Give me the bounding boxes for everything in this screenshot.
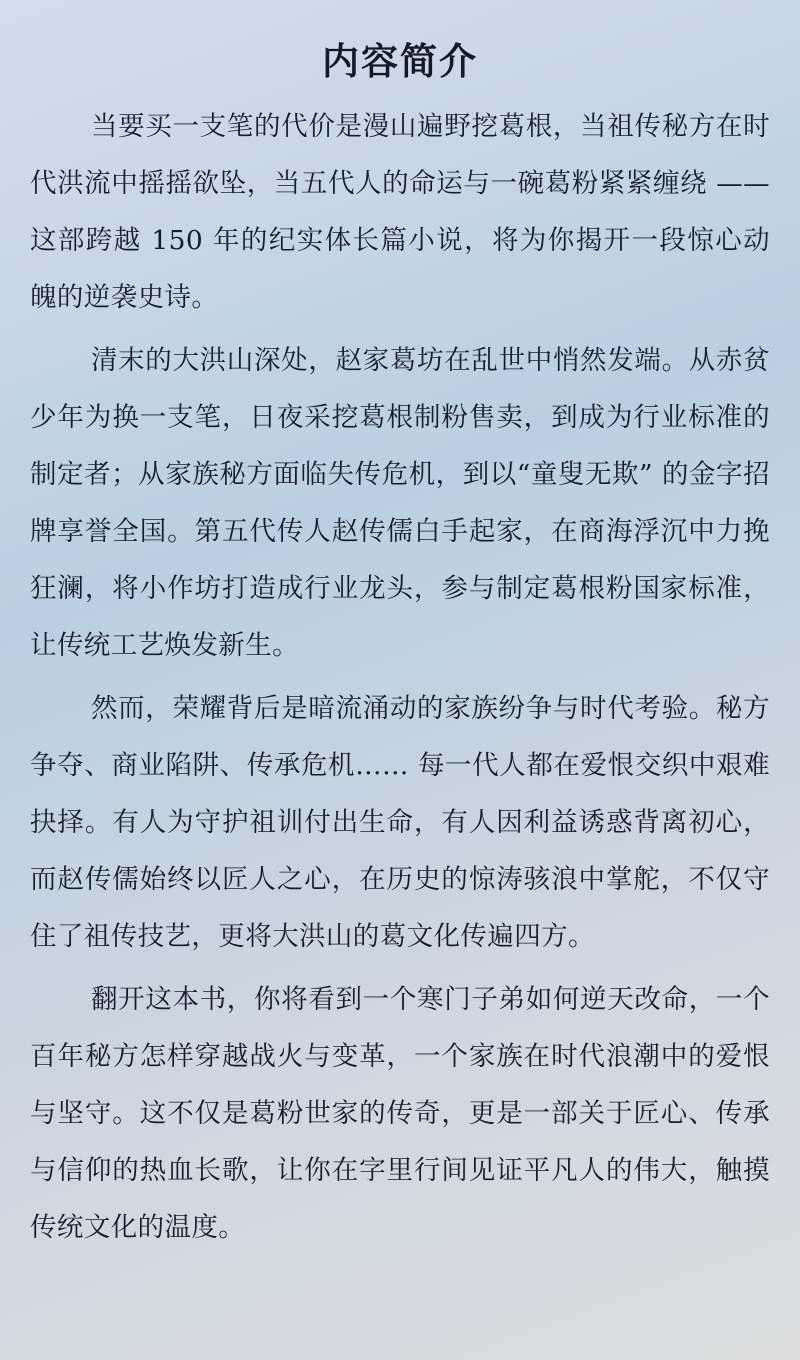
paragraph-2: 清末的大洪山深处，赵家葛坊在乱世中悄然发端。从赤贫少年为换一支笔，日夜采挖葛根制粉售卖，到成为行业标准的制定者；从家族秘方面临失传危机，到以“童叟无欺” 的金字招牌享誉全国。第五代传人赵传儒白手起家，在商海浮沉中力挽狂澜，将小作坊打造成行业龙头，参与制定葛根粉国家标准，让传统工艺焕发新生。 — [30, 345, 770, 662]
page-title: 内容简介 — [322, 39, 478, 83]
paragraph-4: 翻开这本书，你将看到一个寒门子弟如何逆天改命，一个百年秘方怎样穿越战火与变革，一个家族在时代浪潮中的爱恨与坚守。这不仅是葛粉世家的传奇，更是一部关于匠心、传承与信仰的热血长歌，让你在字里行间见证平凡人的伟大，触摸传统文化的温度。 — [30, 984, 770, 1244]
paragraph-1: 当要买一支笔的代价是漫山遍野挖葛根，当祖传秘方在时代洪流中摇摇欲坠，当五代人的命运与一碗葛粉紧紧缠绕 —— 这部跨越 150 年的纪实体长篇小说，将为你揭开一段惊心动魄的逆袭史诗。 — [30, 111, 770, 314]
document-body — [30, 98, 770, 1256]
paragraph-3: 然而，荣耀背后是暗流涌动的家族纷争与时代考验。秘方争夺、商业陷阱、传承危机…… 每一代人都在爱恨交织中艰难抉择。有人为守护祖训付出生命，有人因利益诱惑背离初心，而赵传儒始终以匠人之心，在历史的惊涛骇浪中掌舵，不仅守住了祖传技艺，更将大洪山的葛文化传遍四方。 — [30, 693, 770, 953]
